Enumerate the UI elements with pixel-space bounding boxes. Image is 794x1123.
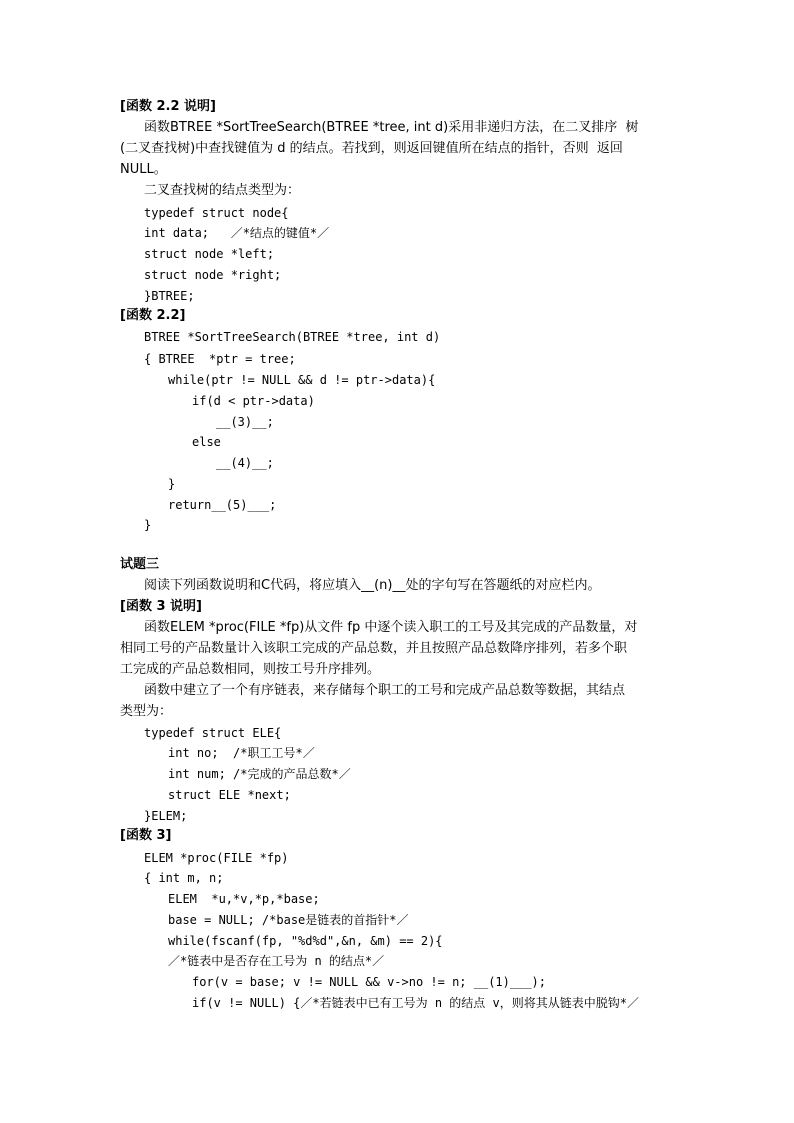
code-line: }ELEM; <box>144 809 188 823</box>
section-3-desc-para2-line2: 类型为： <box>120 704 173 719</box>
code-line: ELEM *proc(FILE *fp) <box>144 851 289 865</box>
code-line: int no; /*职工工号*／ <box>168 746 315 760</box>
section-3-code-heading: [函数 3] <box>120 828 172 843</box>
question-3-intro: 阅读下列函数说明和C代码，将应填入__(n)__处的字句写在答题纸的对应栏内。 <box>144 578 601 593</box>
code-line: if(v != NULL) {／*若链表中已有工号为 n 的结点 v，则将其从链表中脱钩*／ <box>192 996 639 1010</box>
code-line: __(3)__; <box>216 415 274 429</box>
code-line: for(v = base; v != NULL && v->no != n; __(1)___); <box>192 975 547 989</box>
section-2-2-code-heading: [函数 2.2] <box>120 308 186 323</box>
section-3-desc-para1-line2: 相同工号的产品数量计入该职工完成的产品总数，并且按照产品总数降序排列，若多个职 <box>120 641 628 656</box>
code-line: struct node *left; <box>144 247 275 261</box>
section-3-desc-para1-line1: 函数ELEM *proc(FILE *fp)从文件 fp 中逐个读入职工的工号及其完成的产品数量，对 <box>144 620 638 635</box>
code-line: ELEM *u,*v,*p,*base; <box>168 892 320 906</box>
code-line: }BTREE; <box>144 289 195 303</box>
section-2-2-desc-heading: [函数 2.2 说明] <box>120 99 216 114</box>
question-3-heading: 试题三 <box>120 557 160 572</box>
code-line: if(d < ptr->data) <box>192 394 315 408</box>
code-line: BTREE *SortTreeSearch(BTREE *tree, int d) <box>144 330 441 344</box>
code-line: __(4)__; <box>216 456 274 470</box>
code-line: while(fscanf(fp, "%d%d",&n, &m) == 2){ <box>168 934 443 948</box>
code-line: ／*链表中是否存在工号为 n 的结点*／ <box>168 954 385 968</box>
code-line: struct ELE *next; <box>168 788 291 802</box>
code-line: } <box>168 477 176 491</box>
code-line: return__(5)___; <box>168 498 277 512</box>
section-3-desc-para2-line1: 函数中建立了一个有序链表，来存储每个职工的工号和完成产品总数等数据，其结点 <box>144 683 626 698</box>
section-2-2-desc-para1-line2: (二叉查找树)中查找键值为 d 的结点。若找到，则返回键值所在结点的指针，否则 返回 <box>120 141 623 156</box>
code-line: typedef struct ELE{ <box>144 726 282 740</box>
code-line: else <box>192 435 221 449</box>
code-line: typedef struct node{ <box>144 206 289 220</box>
code-line: } <box>144 518 152 532</box>
section-3-desc-para1-line3: 工完成的产品总数相同，则按工号升序排列。 <box>120 662 381 677</box>
code-line: { BTREE *ptr = tree; <box>144 352 296 366</box>
code-line: while(ptr != NULL && d != ptr->data){ <box>168 373 436 387</box>
code-line: base = NULL; /*base是链表的首指针*／ <box>168 913 409 927</box>
section-2-2-desc-para1-line3: NULL。 <box>120 162 167 177</box>
code-line: struct node *right; <box>144 268 282 282</box>
code-line: int data; ／*结点的键值*／ <box>144 226 330 240</box>
section-2-2-desc-para1-line1: 函数BTREE *SortTreeSearch(BTREE *tree, int d)采用非递归方法，在二叉排序 树 <box>144 120 639 135</box>
section-2-2-desc-para2: 二叉查找树的结点类型为： <box>144 183 301 198</box>
code-line: int num; /*完成的产品总数*／ <box>168 767 351 781</box>
section-3-desc-heading: [函数 3 说明] <box>120 599 202 614</box>
code-line: { int m, n; <box>144 871 224 885</box>
